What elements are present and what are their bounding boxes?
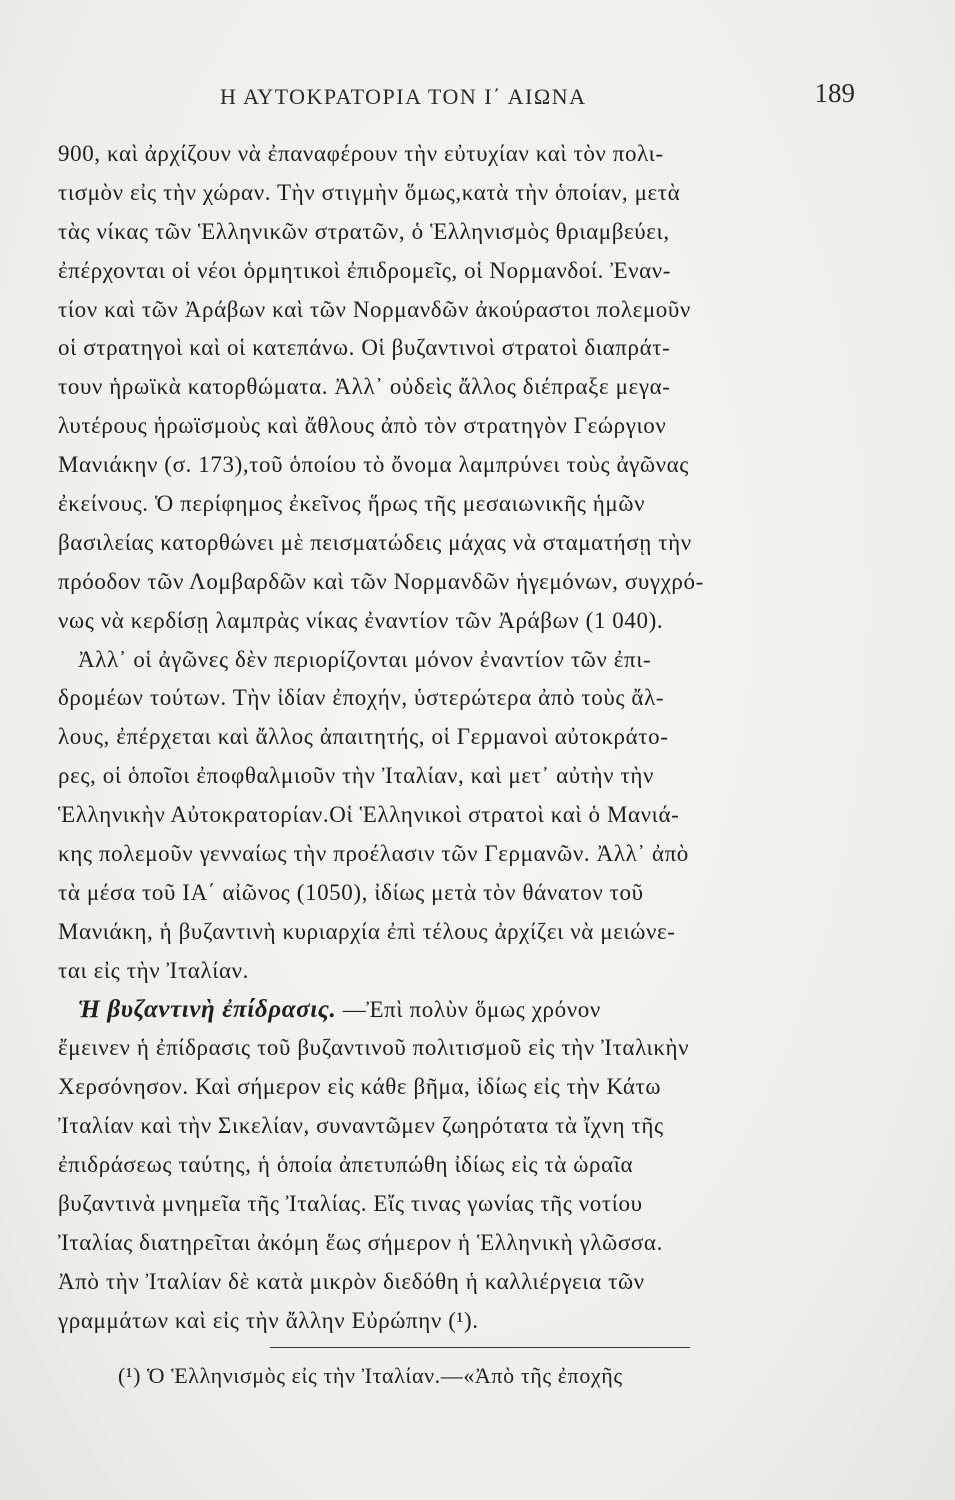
- text-line: βυζαντινὰ μνημεῖα τῆς Ἰταλίας. Εἴς τινας γωνίας τῆς νοτίου: [58, 1191, 643, 1217]
- text-line: Χερσόνησον. Καὶ σήμερον εἰς κάθε βῆμα, ἰδίως εἰς τὴν Κάτω: [58, 1074, 662, 1100]
- footnote: (¹) Ὁ Ἑλληνισμὸς εἰς τὴν Ἰταλίαν.—«Ἀπὸ τῆς ἐποχῆς: [118, 1363, 623, 1388]
- text-line: λυτέρους ἡρωϊσμοὺς καὶ ἄθλους ἀπὸ τὸν στρατηγὸν Γεώργιον: [58, 413, 667, 439]
- text-line: οἱ στρατηγοὶ καὶ οἱ κατεπάνω. Οἱ βυζαντινοὶ στρατοὶ διαπράτ-: [58, 335, 671, 361]
- text-line: τουν ἡρωϊκὰ κατορθώματα. Ἀλλ᾽ οὐδεὶς ἄλλος διέπραξε μεγα-: [58, 374, 671, 400]
- text-line: τίον καὶ τῶν Ἀράβων καὶ τῶν Νορμανδῶν ἀκούραστοι πολεμοῦν: [58, 296, 691, 322]
- section-heading-line: [58, 991, 848, 1030]
- text-line: τὰς νίκας τῶν Ἑλληνικῶν στρατῶν, ὁ Ἑλληνισμὸς θριαμβεύει,: [58, 218, 670, 244]
- text-line: Ἀλλ᾽ οἱ ἀγῶνες δὲν περιορίζονται μόνον ἐναντίον τῶν ἐπι-: [78, 646, 652, 672]
- text-line: ρες, οἱ ὁποῖοι ἐποφθαλμιοῦν τὴν Ἰταλίαν, καὶ μετ᾽ αὐτὴν τὴν: [58, 763, 655, 789]
- text-line: ἐκείνους. Ὁ περίφημος ἐκεῖνος ἥρως τῆς μεσαιωνικῆς ἡμῶν: [58, 491, 646, 517]
- text-line: Ἑλληνικὴν Αὐτοκρατορίαν.Οἱ Ἑλληνικοὶ στρατοὶ καὶ ὁ Μανιά-: [58, 802, 680, 828]
- section-heading: Ἡ βυζαντινὴ ἐπίδρασις.: [78, 995, 337, 1023]
- text-line: δρομέων τούτων. Τὴν ἰδίαν ἐποχήν, ὑστερώτερα ἀπὸ τοὺς ἄλ-: [58, 685, 665, 711]
- page-number: 189: [814, 78, 855, 108]
- text-line: γραμμάτων καὶ εἰς τὴν ἄλλην Εὐρώπην (¹).: [58, 1307, 479, 1333]
- text-line: Ἰταλίας διατηρεῖται ἀκόμη ἕως σήμερον ἡ Ἑλληνικὴ γλῶσσα.: [58, 1229, 663, 1255]
- running-head: [60, 78, 895, 118]
- text-line: νως νὰ κερδίσῃ λαμπρὰς νίκας ἐναντίον τῶν Ἀράβων (1 040).: [58, 607, 664, 633]
- body-text: [58, 135, 848, 1341]
- text-line: ται εἰς τὴν Ἰταλίαν.: [58, 957, 250, 983]
- text-line: Ἀπὸ τὴν Ἰταλίαν δὲ κατὰ μικρὸν διεδόθη ἡ καλλιέργεια τῶν: [58, 1268, 645, 1294]
- text-line: ἐπιδράσεως ταύτης, ἡ ὁποία ἀπετυπώθη ἰδίως εἰς τὰ ὡραῖα: [58, 1152, 634, 1178]
- section-first-text: —Ἐπὶ πολὺν ὅμως χρόνον: [342, 996, 601, 1022]
- text-line: τὰ μέσα τοῦ ΙΑ΄ αἰῶνος (1050), ἰδίως μετὰ τὸν θάνατον τοῦ: [58, 879, 644, 905]
- footnote-divider: [270, 1347, 690, 1348]
- text-line: Ἰταλίαν καὶ τὴν Σικελίαν, συναντῶμεν ζωηρότατα τὰ ἴχνη τῆς: [58, 1113, 664, 1139]
- text-line: λους, ἐπέρχεται καὶ ἄλλος ἀπαιτητής, οἱ Γερμανοὶ αὐτοκράτο-: [58, 724, 669, 750]
- text-line: Μανιάκη, ἡ βυζαντινὴ κυριαρχία ἐπὶ τέλους ἀρχίζει νὰ μειώνε-: [58, 918, 676, 944]
- text-line: πρόοδον τῶν Λομβαρδῶν καὶ τῶν Νορμανδῶν ἡγεμόνων, συγχρό-: [58, 568, 704, 594]
- text-line: βασιλείας κατορθώνει μὲ πεισματώδεις μάχας νὰ σταματήσῃ τὴν: [58, 529, 692, 555]
- text-line: Μανιάκην (σ. 173),τοῦ ὁποίου τὸ ὄνομα λαμπρύνει τοὺς ἀγῶνας: [58, 452, 690, 478]
- text-line: τισμὸν εἰς τὴν χώραν. Τὴν στιγμὴν ὅμως,κατὰ τὴν ὁποίαν, μετὰ: [58, 179, 681, 205]
- running-title: Η ΑΥΤΟΚΡΑΤΟΡΙΑ ΤΟΝ Ι΄ ΑΙΩΝΑ: [220, 84, 587, 109]
- text-line: ἐπέρχονται οἱ νέοι ὁρμητικοὶ ἐπιδρομεῖς, οἱ Νορμανδοί. Ἐναν-: [58, 257, 672, 283]
- text-line: ἔμεινεν ἡ ἐπίδρασις τοῦ βυζαντινοῦ πολιτισμοῦ εἰς τὴν Ἰταλικὴν: [58, 1035, 690, 1061]
- text-line: κης πολεμοῦν γενναίως τὴν προέλασιν τῶν Γερμανῶν. Ἀλλ᾽ ἀπὸ: [58, 841, 689, 867]
- text-line: 900, καὶ ἀρχίζουν νὰ ἐπαναφέρουν τὴν εὐτυχίαν καὶ τὸν πολι-: [58, 141, 664, 166]
